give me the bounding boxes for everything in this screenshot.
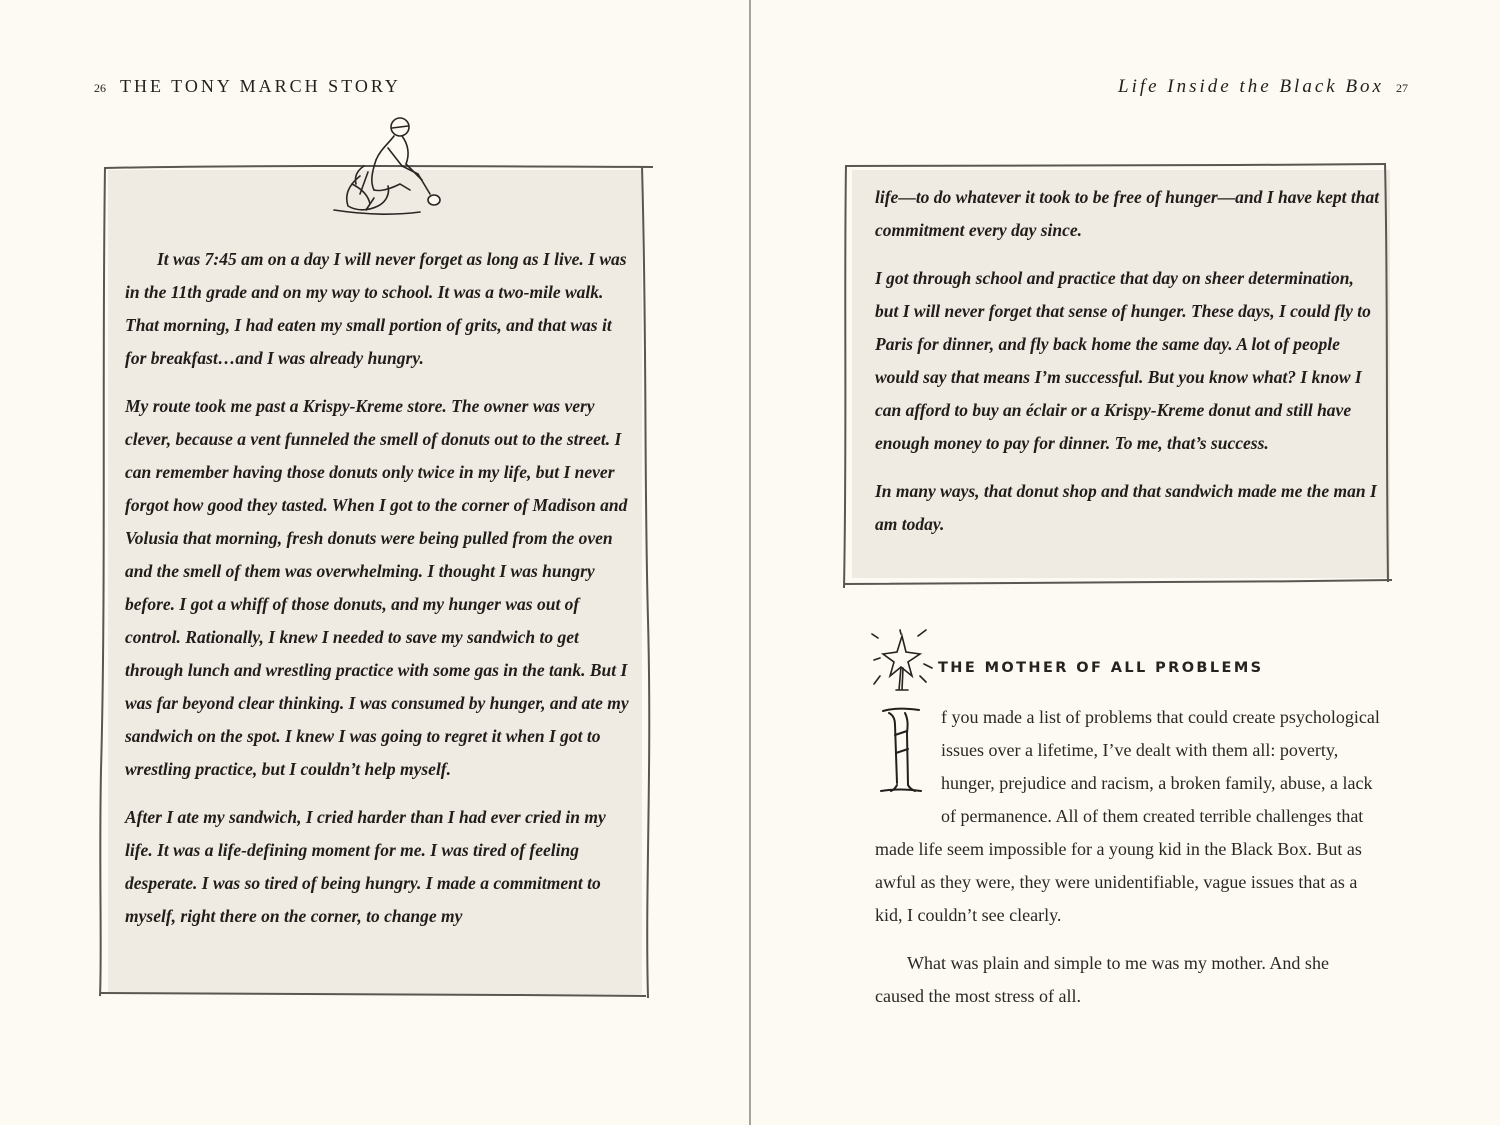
right-page xyxy=(751,0,1500,1125)
sidebar-paragraph: My route took me past a Krispy-Kreme store. The owner was very clever, because a vent funneled the smell of donuts out to the street. I can remember having those donuts only twice in my life, but I never forgot how good they tasted. When I got to the corner of Madison and Volusia that morning, fresh donuts were being pulled from the oven and the smell of them was overwhelming. I thought I was hungry before. I got a whiff of those donuts, and my hunger was out of control. Rationally, I knew I needed to save my sandwich to get through lunch and wrestling practice with some gas in the tank. But I was far beyond clear thinking. I was consumed by hunger, and ate my sandwich on the spot. I knew I was going to regret it when I got to wrestling practice, but I couldn’t help myself. xyxy=(125,396,629,779)
sidebar-paragraph: It was 7:45 am on a day I will never forget as long as I live. I was in the 11th grade and on my way to school. It was a two-mile walk. That morning, I had eaten my small portion of grits, and that was it for breakfast…and I was already hungry. xyxy=(125,249,627,368)
kneeling-man-sketch-icon xyxy=(330,114,452,222)
sidebar-paragraph: In many ways, that donut shop and that sandwich made me the man I am today. xyxy=(875,481,1377,534)
body-paragraph xyxy=(875,701,1380,932)
right-page-number: 27 xyxy=(1396,81,1408,95)
first-paragraph-text: f you made a list of problems that could create psychological issues over a lifetime, I’ve dealt with them all: poverty, hunger, prejudice and racism, a broken family, abuse, a lack of permanence. All of them created terrible challenges that made life seem impossible for a young kid in the Black Box. But as awful as they were, they were unidentifiable, vague issues that as a kid, I couldn’t see clearly. xyxy=(875,707,1380,925)
right-running-head xyxy=(1118,76,1408,98)
left-running-head xyxy=(94,76,401,97)
left-sidebar-box xyxy=(108,170,642,994)
sidebar-paragraph: life—to do whatever it took to be free of hunger—and I have kept that commitment every day since. xyxy=(875,187,1380,240)
section-body xyxy=(875,701,1380,1028)
right-running-head-title: Life Inside the Black Box xyxy=(1118,76,1384,97)
body-paragraph: What was plain and simple to me was my mother. And she caused the most stress of all. xyxy=(875,953,1329,1006)
dropcap-letter-i-icon xyxy=(875,705,929,804)
star-lamp-sketch-icon xyxy=(870,628,936,696)
left-page-number: 26 xyxy=(94,81,106,95)
left-sidebar-text xyxy=(125,243,631,948)
sidebar-paragraph: After I ate my sandwich, I cried harder than I had ever cried in my life. It was a life-defining moment for me. I was tired of feeling desperate. I was so tired of being hungry. I made a commitment to myself, right there on the corner, to change my xyxy=(125,807,606,926)
left-running-head-title: THE TONY MARCH STORY xyxy=(120,76,401,96)
sidebar-paragraph: I got through school and practice that day on sheer determination, but I will never forget that sense of hunger. These days, I could fly to Paris for dinner, and fly back home the same day. A lot of people would say that means I’m successful. But you know what? I know I can afford to buy an éclair or a Krispy-Kreme donut and still have enough money to pay for dinner. To me, that’s success. xyxy=(875,268,1371,453)
right-sidebar-box xyxy=(852,170,1390,578)
right-sidebar-text xyxy=(875,181,1380,556)
left-page xyxy=(0,0,749,1125)
section-title: THE MOTHER OF ALL PROBLEMS xyxy=(938,660,1264,676)
